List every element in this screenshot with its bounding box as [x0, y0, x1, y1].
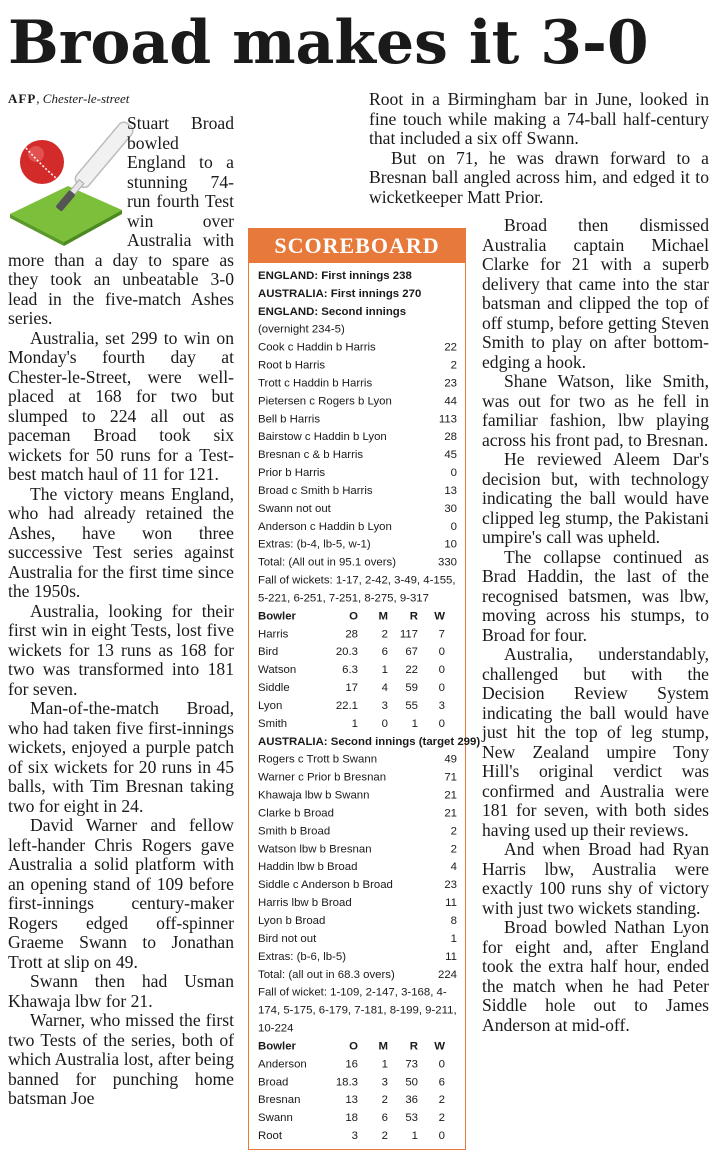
bowling-cell: Harris: [258, 628, 289, 641]
byline-location: Chester-le-street: [42, 91, 130, 106]
bowling-cell: 6: [438, 1076, 445, 1089]
bowling-cell: 2: [381, 1130, 388, 1143]
bowling-cell: 67: [405, 646, 418, 659]
intro: [8, 114, 234, 329]
batsman-name: Anderson c Haddin b Lyon: [258, 520, 392, 533]
article-paragraph: Swann then had Usman Khawaja lbw for 21.: [8, 971, 234, 1011]
batsman-name: Extras: (b-4, lb-5, w-1): [258, 538, 371, 551]
bowling-cell: 1: [411, 717, 418, 730]
bowling-cell: 20.3: [335, 646, 358, 659]
batsman-runs: 0: [450, 467, 457, 480]
batsman-name: Khawaja lbw b Swann: [258, 789, 370, 802]
batsman-runs: 22: [444, 341, 457, 354]
bowling-cell: 3: [381, 1076, 388, 1089]
batsman-name: Swann not out: [258, 502, 331, 515]
article-column-2: [482, 216, 709, 1035]
eng-overnight: (overnight 234-5): [258, 323, 345, 336]
bowling-cell: 0: [438, 717, 445, 730]
batsman-name: Lyon b Broad: [258, 915, 326, 927]
batsman-name: Trott c Haddin b Harris: [258, 377, 373, 390]
eng-batting-list: [258, 339, 457, 572]
batsman-runs: 23: [444, 377, 457, 390]
article-paragraph: And when Broad had Ryan Harris lbw, Australia were exactly 100 runs shy of victory with just two wickets standing.: [482, 839, 709, 918]
batting-row: [258, 536, 457, 554]
batsman-runs: 2: [450, 359, 457, 372]
bowling-cell: 2: [381, 1094, 388, 1107]
aus-second-innings: AUSTRALIA: Second innings (target 299): [258, 735, 481, 748]
bowling-row: [258, 715, 457, 733]
bowling-cell: 73: [405, 1058, 418, 1071]
batsman-name: Haddin lbw b Broad: [258, 861, 358, 874]
batsman-runs: 45: [444, 449, 457, 462]
eng-fall-of-wickets: Fall of wickets: 1-17, 2-42, 3-49, 4-155, 5-221, 6-251, 7-251, 8-275, 9-317: [258, 574, 456, 605]
batsman-name: Harris lbw b Broad: [258, 897, 352, 910]
bowling-cell: Swann: [258, 1112, 293, 1125]
bowling-cell: Bresnan: [258, 1094, 301, 1107]
headline: Broad makes it 3-0: [8, 8, 649, 78]
batsman-runs: 4: [450, 861, 457, 874]
batting-row: [258, 769, 457, 787]
batting-row: [258, 822, 457, 840]
eng-bowling-header: [258, 1037, 457, 1055]
bowling-cell: 6: [381, 1112, 388, 1125]
batting-row: [258, 464, 457, 482]
article-column-2-top: [369, 90, 709, 207]
batsman-name: Siddle c Anderson b Broad: [258, 879, 393, 892]
batting-row: [258, 876, 457, 894]
article-paragraph: The victory means England, who had already retained the Ashes, have won three successive Test series against Australia for the first time since the 1950s.: [8, 483, 234, 601]
scoreboard-body: [249, 263, 481, 1145]
batsman-name: Extras: (b-6, lb-5): [258, 950, 346, 963]
bowling-header-cell: R: [409, 610, 418, 623]
bowling-cell: Bird: [258, 646, 279, 659]
batting-row: [258, 392, 457, 410]
batting-row: [258, 518, 457, 536]
bowling-cell: 4: [381, 682, 388, 695]
scoreboard-title: SCOREBOARD: [249, 229, 465, 263]
article-column-1: [8, 90, 234, 1109]
article-paragraph: The collapse continued as Brad Haddin, the last of the recognised batsmen, was lbw, moving across his stumps, to Broad for four.: [482, 546, 709, 645]
batting-row: [258, 840, 457, 858]
batting-row: [258, 428, 457, 446]
article-paragraph: Warner, who missed the first two Tests of the series, both of which Australia lost, after being banned for punching home batsman Joe: [8, 1010, 234, 1108]
batsman-runs: 28: [444, 431, 457, 444]
bowling-row: [258, 679, 457, 697]
batsman-name: Prior b Harris: [258, 467, 326, 480]
bowling-cell: 6.3: [342, 664, 358, 677]
bowling-cell: 22: [405, 664, 418, 677]
article-paragraph: Australia, set 299 to win on Monday's fourth day at Chester-le-Street, were well-placed at 168 for two but slumped to 224 all out as paceman Broad took six wickets for 50 runs for a Test-best match haul of 11 for 121.: [8, 327, 234, 484]
bowling-row: [258, 697, 457, 715]
bowling-header-cell: M: [378, 610, 388, 623]
batsman-name: Bairstow c Haddin b Lyon: [258, 431, 387, 444]
aus-bowling-header: [258, 607, 457, 625]
article-paragraph: Shane Watson, like Smith, was out for two as he fell in familiar fashion, lbw playing across his front pad, to Bresnan.: [482, 371, 709, 450]
batting-row: [258, 966, 457, 984]
batsman-runs: 49: [444, 753, 457, 766]
batsman-runs: 23: [444, 879, 457, 892]
batsman-name: Root b Harris: [258, 359, 326, 372]
bowling-header-cell: W: [434, 610, 445, 623]
batsman-runs: 11: [445, 950, 457, 963]
batting-row: [258, 500, 457, 518]
batsman-runs: 13: [444, 484, 457, 497]
batsman-name: Bell b Harris: [258, 413, 321, 426]
column-2-paragraphs: [482, 216, 709, 1035]
bowling-cell: Siddle: [258, 682, 290, 695]
bowling-row: [258, 1055, 457, 1073]
batting-row: [258, 858, 457, 876]
bowling-cell: 0: [438, 1058, 445, 1071]
article-paragraph: Australia, looking for their first win in eight Tests, lost five wickets for 13 runs as 168 for two was transformed into 181 for seven.: [8, 600, 234, 699]
bowling-cell: Watson: [258, 664, 297, 677]
batsman-name: Rogers c Trott b Swann: [258, 753, 378, 766]
aus-fall-of-wickets: Fall of wicket: 1-109, 2-147, 3-168, 4-174, 5-175, 6-179, 7-181, 8-199, 9-211, 10-224: [258, 986, 457, 1035]
bowling-header-cell: Bowler: [258, 610, 296, 623]
bowling-cell: 50: [405, 1076, 418, 1089]
batsman-runs: 2: [450, 843, 457, 856]
bowling-header-cell: M: [378, 1040, 388, 1053]
bowling-cell: Anderson: [258, 1058, 307, 1071]
bowling-row: [258, 625, 457, 643]
bowling-cell: 0: [438, 646, 445, 659]
batsman-runs: 0: [450, 520, 457, 533]
bowling-cell: 3: [438, 700, 445, 712]
batting-row: [258, 787, 457, 805]
batsman-runs: 1: [450, 932, 457, 945]
batsman-name: Warner c Prior b Bresnan: [258, 771, 387, 784]
eng-first-innings: ENGLAND: First innings 238: [258, 269, 412, 282]
cricket-ball-bat-icon: [8, 114, 123, 246]
aus-batting-list: [258, 751, 457, 984]
bowling-header-cell: R: [409, 1040, 418, 1053]
bowling-header-cell: O: [349, 610, 358, 623]
batsman-runs: 8: [450, 915, 457, 927]
batsman-runs: 11: [445, 897, 457, 910]
bowling-cell: 22.1: [335, 700, 358, 712]
bowling-cell: 53: [405, 1112, 418, 1125]
batsman-name: Clarke b Broad: [258, 807, 334, 820]
bowling-cell: 3: [351, 1130, 358, 1143]
batsman-name: Broad c Smith b Harris: [258, 484, 373, 497]
eng-second-innings: ENGLAND: Second innings: [258, 305, 407, 318]
batting-row: [258, 948, 457, 966]
batting-row: [258, 751, 457, 769]
bowling-cell: Root: [258, 1130, 283, 1143]
intro-text: Stuart Broad bowled England to a stunning 74-run fourth Test win over Australia with more than a day to spare as they took an unbeatable 3-0 lead in the five-match Ashes series.: [8, 113, 234, 328]
bowling-cell: Smith: [258, 717, 288, 730]
bowling-header-cell: Bowler: [258, 1040, 296, 1053]
batsman-runs: 44: [444, 395, 457, 408]
article-paragraph: But on 71, he was drawn forward to a Bresnan ball angled across him, and edged it to wicketkeeper Matt Prior.: [369, 147, 709, 207]
bowling-cell: 28: [345, 628, 358, 641]
batsman-runs: 224: [437, 968, 457, 981]
batting-row: [258, 374, 457, 392]
batsman-runs: 113: [438, 413, 457, 426]
article-paragraph: David Warner and fellow left-hander Chris Rogers gave Australia a solid platform with an opening stand of 109 before first-innings century-maker Rogers edged off-spinner Graeme Swann to Jonathan Trott at slip on 49.: [8, 815, 234, 972]
batsman-name: Smith b Broad: [258, 825, 331, 838]
bowling-cell: 55: [405, 700, 418, 712]
bowling-cell: 2: [438, 1094, 445, 1107]
batting-row: [258, 894, 457, 912]
batting-row: [258, 554, 457, 572]
bowling-cell: 3: [381, 700, 388, 712]
bowling-cell: 1: [381, 1058, 388, 1071]
batsman-name: Bird not out: [258, 932, 317, 945]
bowling-row: [258, 643, 457, 661]
batting-row: [258, 357, 457, 375]
batsman-runs: 10: [444, 538, 457, 551]
bowling-cell: 1: [381, 664, 388, 677]
batsman-runs: 30: [444, 502, 457, 515]
scoreboard: [248, 228, 481, 1150]
bowling-row: [258, 661, 457, 679]
batsman-runs: 21: [444, 789, 457, 802]
byline: AFP, Chester-le-street: [8, 91, 130, 106]
bowling-cell: 0: [438, 1130, 445, 1143]
batsman-name: Watson lbw b Bresnan: [258, 843, 372, 856]
article-paragraph: Broad bowled Nathan Lyon for eight and, after England took the extra half hour, ended the match when he had Peter Siddle hole out to James Anderson at mid-off.: [482, 917, 709, 1035]
bowling-cell: 36: [405, 1094, 418, 1107]
bowling-cell: 6: [381, 646, 388, 659]
article-paragraph: He reviewed Aleem Dar's decision but, with technology indicating the ball would have clipped leg stump, the Pakistani umpire's call was upheld.: [482, 449, 709, 547]
bowling-row: [258, 1073, 457, 1091]
eng-bowling-table: [258, 1055, 457, 1145]
batsman-name: Pietersen c Rogers b Lyon: [258, 395, 392, 408]
batting-row: [258, 410, 457, 428]
batsman-name: Total: (all out in 68.3 overs): [258, 968, 395, 981]
byline-agency: AFP: [8, 91, 37, 106]
bowling-row: [258, 1091, 457, 1109]
batsman-name: Cook c Haddin b Harris: [258, 341, 376, 354]
article-paragraph: Man-of-the-match Broad, who had taken five first-innings wickets, enjoyed a purple patch of six wickets for 20 runs in 45 balls, with Tim Bresnan taking two for eight in 24.: [8, 698, 234, 816]
bowling-header-cell: O: [349, 1040, 358, 1053]
article-paragraph: Root in a Birmingham bar in June, looked in fine touch while making a 74-ball half-century that included a six off Swann.: [369, 89, 709, 148]
bowling-cell: 13: [345, 1094, 358, 1107]
bowling-cell: 0: [438, 664, 445, 677]
batsman-name: Bresnan c & b Harris: [258, 449, 364, 462]
batting-row: [258, 482, 457, 500]
article-paragraph: Broad then dismissed Australia captain Michael Clarke for 21 with a superb delivery that came into the star batsman and clipped the top of off stump, before getting Steven Smith to play on after bottom-edging a hook.: [482, 215, 709, 372]
column-1-paragraphs: [8, 329, 234, 1109]
bowling-cell: 2: [438, 1112, 445, 1125]
bowling-cell: 18: [345, 1112, 358, 1125]
batting-row: [258, 912, 457, 930]
bowling-row: [258, 1109, 457, 1127]
article-paragraph: Australia, understandably, challenged but with the Decision Review System indicating the ball would have just hit the top of leg stump, New Zealand umpire Tony Hill's original verdict was confirmed and Australia were 181 for seven, with both sides having used up their reviews.: [482, 644, 709, 840]
bowling-header-cell: W: [434, 1040, 445, 1053]
bowling-cell: 0: [381, 717, 388, 730]
batting-row: [258, 805, 457, 823]
bowling-cell: 2: [381, 628, 388, 641]
aus-first-innings: AUSTRALIA: First innings 270: [258, 287, 422, 300]
batting-row: [258, 446, 457, 464]
bowling-cell: 117: [399, 628, 418, 641]
bowling-cell: 16: [345, 1058, 358, 1071]
bowling-cell: 59: [405, 682, 418, 695]
batsman-runs: 2: [450, 825, 457, 838]
batsman-runs: 21: [444, 807, 457, 820]
bowling-row: [258, 1127, 457, 1145]
batting-row: [258, 930, 457, 948]
bowling-cell: 1: [351, 717, 358, 730]
column-2-top-paragraphs: [369, 90, 709, 207]
bowling-cell: 1: [411, 1130, 418, 1143]
bowling-cell: 18.3: [335, 1076, 358, 1089]
batsman-name: Total: (All out in 95.1 overs): [258, 556, 397, 569]
batsman-runs: 330: [437, 556, 457, 569]
batsman-runs: 71: [444, 771, 457, 784]
bowling-cell: 0: [438, 682, 445, 695]
bowling-cell: Lyon: [258, 700, 283, 712]
bowling-cell: 7: [438, 628, 445, 641]
bowling-cell: Broad: [258, 1076, 289, 1089]
batting-row: [258, 339, 457, 357]
bowling-cell: 17: [345, 682, 358, 695]
aus-bowling-table: [258, 625, 457, 733]
